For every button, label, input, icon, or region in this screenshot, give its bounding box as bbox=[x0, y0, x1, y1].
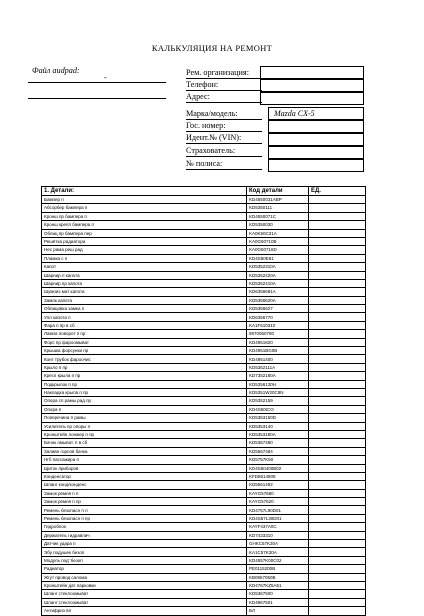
unit-cell bbox=[309, 456, 366, 464]
part-name-cell: Кронш пр бампера п bbox=[42, 212, 247, 220]
file-label: Файл audpad: bbox=[32, 66, 80, 75]
header-unit: ЕД. bbox=[309, 187, 366, 196]
policy-label: № полиса: bbox=[186, 159, 223, 168]
table-row bbox=[42, 481, 366, 489]
table-row bbox=[42, 506, 366, 514]
part-name-cell: Радиатор bbox=[42, 565, 247, 573]
address-line bbox=[186, 102, 262, 103]
unit-cell bbox=[309, 565, 366, 573]
part-code-cell: PE0115200B bbox=[247, 565, 309, 573]
part-code-cell: KD4967501 bbox=[247, 598, 309, 606]
table-row bbox=[42, 305, 366, 313]
table-row bbox=[42, 489, 366, 497]
table-row bbox=[42, 581, 366, 589]
part-name-cell: Опора п bbox=[42, 405, 247, 413]
unit-cell bbox=[309, 372, 366, 380]
part-name-cell: Ремень безопасн п пр bbox=[42, 514, 247, 522]
part-code-cell: KD4767KZ5A51 bbox=[247, 581, 309, 589]
unit-cell bbox=[309, 556, 366, 564]
part-name-cell: Нгб пассажира п bbox=[42, 456, 247, 464]
repair-org-field[interactable] bbox=[260, 66, 364, 79]
part-code-cell: KD7433310 bbox=[247, 531, 309, 539]
unit-cell bbox=[309, 229, 366, 237]
policy-line bbox=[186, 169, 262, 170]
part-code-cell: KD5567484 bbox=[247, 447, 309, 455]
part-code-cell: KD4557K00C02 bbox=[247, 556, 309, 564]
table-row bbox=[42, 464, 366, 472]
part-name-cell: Крышка форсунки пр bbox=[42, 347, 247, 355]
unit-cell bbox=[309, 388, 366, 396]
unit-cell bbox=[309, 338, 366, 346]
table-row bbox=[42, 548, 366, 556]
table-row bbox=[42, 196, 366, 204]
vin-field[interactable] bbox=[268, 133, 364, 146]
header-part-code: Код детали bbox=[247, 187, 309, 196]
part-code-cell: KA0G50716D bbox=[247, 246, 309, 254]
part-code-cell: KD7352180A bbox=[247, 372, 309, 380]
part-code-cell: KA1F510310 bbox=[247, 321, 309, 329]
vin-label: Идент.№ (VIN): bbox=[186, 133, 242, 142]
file-underline bbox=[28, 82, 166, 83]
part-name-cell: Шланг конд/конденс bbox=[42, 481, 247, 489]
table-row bbox=[42, 556, 366, 564]
part-code-cell: KD4550071C bbox=[247, 212, 309, 220]
part-code-cell: KD5356627 bbox=[247, 305, 309, 313]
part-name-cell: Шланг стеклоомыват bbox=[42, 590, 247, 598]
part-code-cell: KD5353140 bbox=[247, 422, 309, 430]
parts-table-body bbox=[42, 196, 366, 616]
table-row bbox=[42, 237, 366, 245]
unit-cell bbox=[309, 237, 366, 245]
policy-field[interactable] bbox=[268, 159, 364, 172]
table-row bbox=[42, 363, 366, 371]
part-name-cell: Облиц пр бампера пер bbox=[42, 229, 247, 237]
unit-cell bbox=[309, 498, 366, 506]
part-name-cell: Эбу подушек безоп bbox=[42, 548, 247, 556]
unit-cell bbox=[309, 548, 366, 556]
part-code-cell: БЛ bbox=[247, 607, 309, 615]
part-code-cell: KD4S60400B02 bbox=[247, 464, 309, 472]
unit-cell bbox=[309, 296, 366, 304]
unit-cell bbox=[309, 321, 366, 329]
part-name-cell: Подкрылок п пр bbox=[42, 380, 247, 388]
part-name-cell: Конт трубок фароочис bbox=[42, 355, 247, 363]
table-row bbox=[42, 204, 366, 212]
table-row bbox=[42, 590, 366, 598]
table-row bbox=[42, 271, 366, 279]
unit-cell bbox=[309, 212, 366, 220]
plate-field[interactable] bbox=[268, 120, 364, 133]
unit-cell bbox=[309, 439, 366, 447]
unit-cell bbox=[309, 414, 366, 422]
part-name-cell: Кронштейн дат парковки bbox=[42, 581, 247, 589]
table-row bbox=[42, 246, 366, 254]
insured-line bbox=[186, 156, 262, 157]
part-name-cell: Заливн горлов бачка bbox=[42, 447, 247, 455]
part-name-cell: Бампер п bbox=[42, 196, 247, 204]
part-name-cell: Замок капота bbox=[42, 296, 247, 304]
table-row bbox=[42, 447, 366, 455]
unit-cell bbox=[309, 263, 366, 271]
part-name-cell: Капот bbox=[42, 263, 247, 271]
table-row bbox=[42, 573, 366, 581]
part-name-cell: Решётка радиатора bbox=[42, 237, 247, 245]
table-row bbox=[42, 313, 366, 321]
table-row bbox=[42, 405, 366, 413]
table-row bbox=[42, 439, 366, 447]
part-code-cell: KAYF437A0C bbox=[247, 523, 309, 531]
file-dash: - bbox=[104, 73, 107, 82]
unit-cell bbox=[309, 447, 366, 455]
unit-cell bbox=[309, 355, 366, 363]
parts-table bbox=[41, 186, 366, 616]
table-row bbox=[42, 221, 366, 229]
unit-cell bbox=[309, 531, 366, 539]
table-row bbox=[42, 565, 366, 573]
unit-cell bbox=[309, 573, 366, 581]
part-code-cell: KD4951820 bbox=[247, 338, 309, 346]
unit-cell bbox=[309, 481, 366, 489]
part-name-cell: Нес рама реш рад bbox=[42, 246, 247, 254]
table-row bbox=[42, 229, 366, 237]
part-code-cell: KD5757K50 bbox=[247, 456, 309, 464]
table-row bbox=[42, 498, 366, 506]
part-name-cell: Пламка с п bbox=[42, 254, 247, 262]
part-name-cell: Датчик удара п bbox=[42, 540, 247, 548]
part-code-cell: KD5561492 bbox=[247, 481, 309, 489]
part-code-cell: KD4951400 bbox=[247, 355, 309, 363]
table-row bbox=[42, 380, 366, 388]
unit-cell bbox=[309, 397, 366, 405]
part-code-cell: KD5350111 bbox=[247, 204, 309, 212]
table-row bbox=[42, 296, 366, 304]
unit-cell bbox=[309, 607, 366, 615]
part-code-cell: KD4S50E81 bbox=[247, 254, 309, 262]
address-field[interactable] bbox=[260, 92, 364, 105]
unit-cell bbox=[309, 590, 366, 598]
part-code-cell: KD5367500 bbox=[247, 590, 309, 598]
unit-cell bbox=[309, 330, 366, 338]
part-name-cell: Облицовка замка п bbox=[42, 305, 247, 313]
part-code-cell: KD5352310A bbox=[247, 263, 309, 271]
part-name-cell: Лампа поворот п пр bbox=[42, 330, 247, 338]
part-name-cell: Усилитель пр опоры п bbox=[42, 422, 247, 430]
unit-cell bbox=[309, 489, 366, 497]
unit-cell bbox=[309, 464, 366, 472]
part-name-cell: Шарнир пр капота bbox=[42, 279, 247, 287]
make-model-line bbox=[186, 119, 262, 120]
table-row bbox=[42, 263, 366, 271]
part-name-cell: Бачок омыват. п в сб bbox=[42, 439, 247, 447]
part-name-cell: Упл капота п bbox=[42, 313, 247, 321]
part-code-cell: KD4S57L30D01 bbox=[247, 514, 309, 522]
unit-cell bbox=[309, 279, 366, 287]
unit-cell bbox=[309, 246, 366, 254]
part-code-cell: KA0G50710B bbox=[247, 237, 309, 245]
phone-line bbox=[186, 90, 262, 91]
unit-cell bbox=[309, 288, 366, 296]
unit-cell bbox=[309, 221, 366, 229]
part-code-cell: KD5351W20C8N bbox=[247, 388, 309, 396]
part-code-cell: KB0867050B bbox=[247, 573, 309, 581]
part-code-cell: KD6356770 bbox=[247, 313, 309, 321]
table-row bbox=[42, 212, 366, 220]
unit-cell bbox=[309, 506, 366, 514]
part-code-cell: KD5352111A bbox=[247, 363, 309, 371]
unit-cell bbox=[309, 405, 366, 413]
part-name-cell: Кронш крепл бампера п bbox=[42, 221, 247, 229]
part-name-cell: Кресп крыла п пр bbox=[42, 372, 247, 380]
part-code-cell: KD5352420A bbox=[247, 271, 309, 279]
part-code-cell: KD4S50ICO bbox=[247, 405, 309, 413]
part-name-cell: Шумоиз мат капота bbox=[42, 288, 247, 296]
part-code-cell: KD6356681A bbox=[247, 288, 309, 296]
table-row bbox=[42, 414, 366, 422]
vin-line bbox=[186, 143, 262, 144]
plate-line bbox=[186, 131, 262, 132]
table-row bbox=[42, 321, 366, 329]
part-code-cell: KD5352410A bbox=[247, 279, 309, 287]
part-code-cell: KFD8614808 bbox=[247, 472, 309, 480]
part-code-cell: KD5356130H bbox=[247, 380, 309, 388]
table-row bbox=[42, 430, 366, 438]
part-name-cell: Жгут провод салома bbox=[42, 573, 247, 581]
part-name-cell: Щиток приборов bbox=[42, 464, 247, 472]
unit-cell bbox=[309, 363, 366, 371]
unit-cell bbox=[309, 472, 366, 480]
part-name-cell: Крыло п пр bbox=[42, 363, 247, 371]
table-row bbox=[42, 279, 366, 287]
part-code-cell: KD5353150D bbox=[247, 414, 309, 422]
part-name-cell: Держатель гидравлич bbox=[42, 531, 247, 539]
part-name-cell: Замок ремня п п bbox=[42, 489, 247, 497]
repair-org-label: Рем. организация: bbox=[186, 68, 249, 77]
table-row bbox=[42, 397, 366, 405]
part-code-cell: KD5353180A bbox=[247, 430, 309, 438]
part-name-cell: Замок ремня п пр bbox=[42, 498, 247, 506]
table-row bbox=[42, 531, 366, 539]
part-code-cell: KA1C57K30A bbox=[247, 548, 309, 556]
part-name-cell: Шланг стеклоомыват bbox=[42, 598, 247, 606]
part-name-cell: Модуль под' безоп bbox=[42, 556, 247, 564]
part-name-cell: Форс пр фароомыват bbox=[42, 338, 247, 346]
part-name-cell: Шарнир л капота bbox=[42, 271, 247, 279]
table-row bbox=[42, 388, 366, 396]
unit-cell bbox=[309, 204, 366, 212]
header-parts: 1. Детали: bbox=[42, 187, 247, 196]
phone-field[interactable] bbox=[260, 79, 364, 92]
part-code-cell: KAYG57620 bbox=[247, 498, 309, 506]
part-code-cell: KD5352159 bbox=[247, 397, 309, 405]
table-row bbox=[42, 540, 366, 548]
unit-cell bbox=[309, 380, 366, 388]
unit-cell bbox=[309, 254, 366, 262]
unit-cell bbox=[309, 196, 366, 204]
make-model-value: Mazda CX-5 bbox=[274, 109, 315, 118]
part-code-cell: KD4951BG0B bbox=[247, 347, 309, 355]
unit-cell bbox=[309, 271, 366, 279]
phone-label: Телефон: bbox=[186, 80, 219, 89]
file-underline-2 bbox=[28, 98, 166, 99]
part-name-cell: Антифриз 6л bbox=[42, 607, 247, 615]
part-name-cell: Конденсатор bbox=[42, 472, 247, 480]
unit-cell bbox=[309, 313, 366, 321]
unit-cell bbox=[309, 305, 366, 313]
part-code-cell: KD5356620A bbox=[247, 296, 309, 304]
part-name-cell: Абсорбер бампера п bbox=[42, 204, 247, 212]
table-row bbox=[42, 456, 366, 464]
part-code-cell: KD5367480 bbox=[247, 439, 309, 447]
part-name-cell: Кронштейн лонжер п пр bbox=[42, 430, 247, 438]
document-title: КАЛЬКУЛЯЦИЯ НА РЕМОНТ bbox=[151, 43, 273, 53]
unit-cell bbox=[309, 514, 366, 522]
table-row bbox=[42, 514, 366, 522]
part-name-cell: Опора сп рамы рад пр bbox=[42, 397, 247, 405]
table-row bbox=[42, 422, 366, 430]
table-row bbox=[42, 288, 366, 296]
unit-cell bbox=[309, 422, 366, 430]
address-label: Адрес: bbox=[186, 92, 210, 101]
part-name-cell: Фара п пр в сб bbox=[42, 321, 247, 329]
table-row bbox=[42, 338, 366, 346]
part-name-cell: Ремень безопасн п л bbox=[42, 506, 247, 514]
unit-cell bbox=[309, 581, 366, 589]
part-code-cell: KD4550031ABP bbox=[247, 196, 309, 204]
table-row bbox=[42, 472, 366, 480]
part-code-cell: KD5350030 bbox=[247, 221, 309, 229]
table-row bbox=[42, 330, 366, 338]
insured-field[interactable] bbox=[268, 146, 364, 159]
table-row bbox=[42, 372, 366, 380]
unit-cell bbox=[309, 347, 366, 355]
part-name-cell: Накладка крыла п пр bbox=[42, 388, 247, 396]
table-row bbox=[42, 355, 366, 363]
part-code-cell: KAYG57680 bbox=[247, 489, 309, 497]
unit-cell bbox=[309, 540, 366, 548]
plate-label: Гос. номер: bbox=[186, 121, 226, 130]
part-code-cell: 9970060780 bbox=[247, 330, 309, 338]
table-row bbox=[42, 347, 366, 355]
part-code-cell: KA0K50C31A bbox=[247, 229, 309, 237]
unit-cell bbox=[309, 430, 366, 438]
table-row bbox=[42, 254, 366, 262]
repair-org-line bbox=[186, 78, 262, 79]
table-row bbox=[42, 523, 366, 531]
parts-table-header bbox=[42, 187, 366, 196]
make-model-label: Марка/модель: bbox=[186, 109, 238, 118]
part-code-cell: KD4757L90D01 bbox=[247, 506, 309, 514]
part-name-cell: Поперечина п рамы bbox=[42, 414, 247, 422]
part-name-cell: Гидроблок bbox=[42, 523, 247, 531]
table-row bbox=[42, 607, 366, 615]
part-code-cell: GHKC57K30A bbox=[247, 540, 309, 548]
insured-label: Страхователь: bbox=[186, 146, 236, 155]
unit-cell bbox=[309, 523, 366, 531]
